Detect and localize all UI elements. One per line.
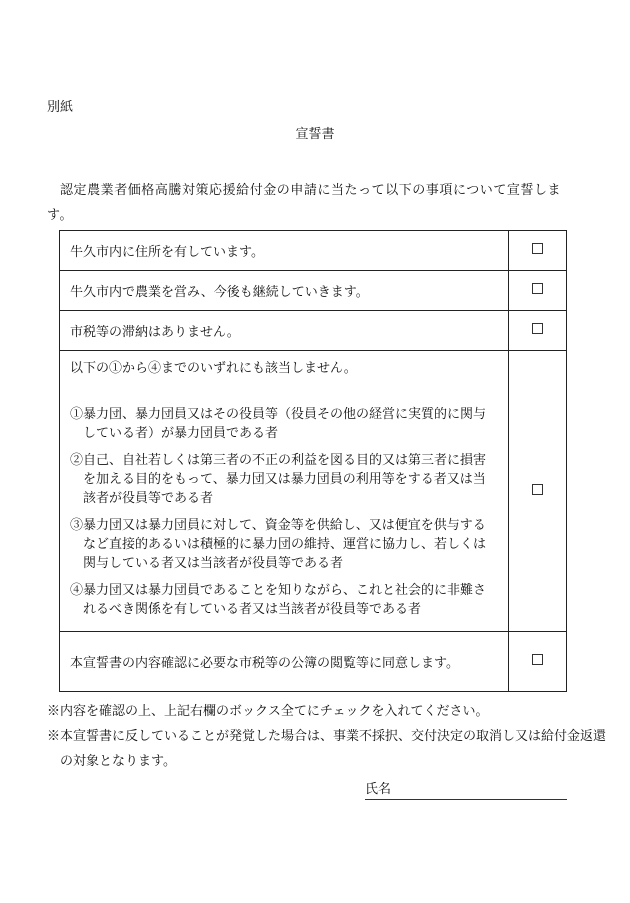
pledge-checkbox[interactable] <box>532 243 543 254</box>
table-row <box>60 632 567 692</box>
signature-label: 氏名 <box>365 782 392 797</box>
statement-cell <box>60 351 509 632</box>
document-title: 宣誓書 <box>295 127 335 142</box>
pledge-checkbox[interactable] <box>532 484 543 495</box>
exclusion-item: ④暴力団又は暴力団員であることを知りながら、これと社会的に非難されるべき関係を有している者又は当該者が役員等である者 <box>70 583 487 617</box>
checkbox-cell <box>509 351 567 632</box>
checkbox-cell <box>509 311 567 351</box>
pledge-checkbox[interactable] <box>532 283 543 294</box>
exclusion-item: ①暴力団、暴力団員又はその役員等（役員その他の経営に実質的に関与している者）が暴力団員である者 <box>70 407 487 441</box>
checkbox-cell <box>509 231 567 271</box>
signature-field[interactable] <box>365 781 567 800</box>
note-check-instruction: ※内容を確認の上、上記右欄のボックス全てにチェックを入れてください。 <box>47 704 489 719</box>
checkbox-cell <box>509 271 567 311</box>
table-row <box>60 271 567 311</box>
statement-text: 本宣誓書の内容確認に必要な市税等の公簿の閲覧等に同意します。 <box>60 632 509 692</box>
statement-text: 牛久市内に住所を有しています。 <box>60 231 509 271</box>
pledge-checkbox[interactable] <box>532 323 543 334</box>
table-row <box>60 231 567 271</box>
pledge-checkbox[interactable] <box>532 654 543 665</box>
statement-text: 市税等の滞納はありません。 <box>60 311 509 351</box>
checkbox-cell <box>509 632 567 692</box>
intro-paragraph: 認定農業者価格高騰対策応援給付金の申請に当たって以下の事項について宣誓します。 <box>47 183 562 223</box>
pledge-table <box>59 230 567 692</box>
note-violation-warning: ※本宣誓書に反していることが発覚した場合は、事業不採択、交付決定の取消し又は給付金返還の対象となります。 <box>47 729 607 769</box>
exclusion-item: ③暴力団又は暴力団員に対して、資金等を供給し、又は便宜を供与するなど直接的あるいは積極的に暴力団の維持、運営に協力し、若しくは関与している者又は当該者が役員等である者 <box>70 518 487 571</box>
table-row <box>60 351 567 632</box>
statement-text: 以下の①から④までのいずれにも該当しません。 <box>70 361 357 376</box>
exclusion-item: ②自己、自社若しくは第三者の不正の利益を図る目的又は第三者に損害を加える目的をもって、暴力団又は暴力団員の利用等をする者又は当該者が役員等である者 <box>70 453 487 506</box>
table-row <box>60 311 567 351</box>
statement-text: 牛久市内で農業を営み、今後も継続していきます。 <box>60 271 509 311</box>
annex-label: 別紙 <box>47 100 74 115</box>
